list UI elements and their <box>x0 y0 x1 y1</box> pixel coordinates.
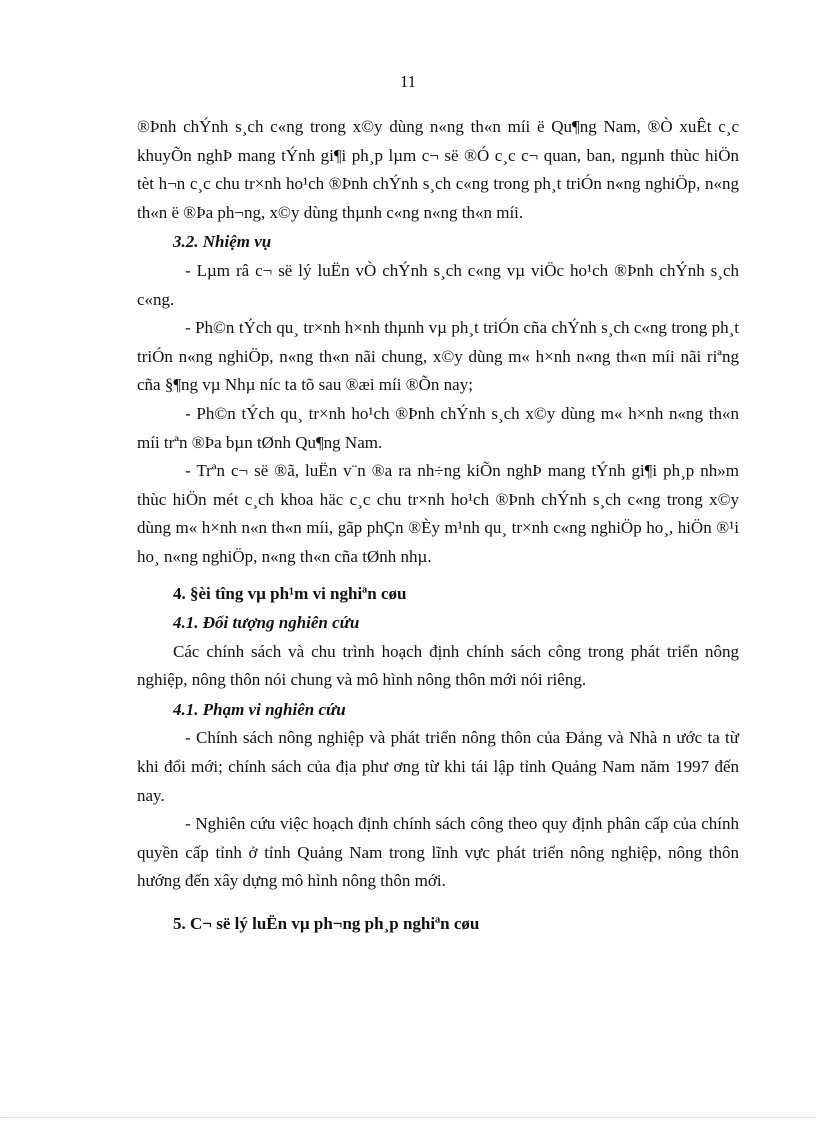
scope-item-1: - Chính sách nông nghiệp và phát triển nông thôn của Đảng và Nhà n ước ta từ khi đổi mới; chính sách của địa phư ơng từ khi tái lập tỉnh Quảng Nam năm 1997 đến nay. <box>137 728 739 805</box>
section-heading-4: 4. §èi tîng vµ ph¹m vi nghiªn cøu <box>173 583 407 603</box>
section-heading-4-1-object: 4.1. Đối tượng nghiên cứu <box>173 613 360 633</box>
section-heading-4-1-scope: 4.1. Phạm vi nghiên cứu <box>173 699 346 719</box>
page-bottom-divider <box>0 1117 816 1118</box>
scope-item-2: - Nghiên cứu việc hoạch định chính sách công theo quy định phân cấp của chính quyền cấp tỉnh ở tỉnh Quảng Nam trong lĩnh vực phát triển nông nghiệp, nông thôn hướng đến xây dựng mô hình nông thôn mới. <box>137 814 739 891</box>
task-item-4: - Trªn c¬ së ®ã, luËn v¨n ®a ra nh÷ng kiÕn nghÞ mang tÝnh gi¶i ph¸p nh»m thùc hiÖn mét c¸ch khoa häc c¸c chu tr×nh ho¹ch ®Þnh chÝnh s¸ch c«ng trong x©y dùng m« h×nh n«n th«n míi, gãp phÇn ®Èy m¹nh qu¸ tr×nh c«ng nghiÖp ho¸, hiÖn ®¹i ho¸ n«ng nghiÖp, n«ng th«n cña tØnh nhµ. <box>137 461 739 566</box>
task-item-3: - Ph©n tÝch qu¸ tr×nh ho¹ch ®Þnh chÝnh s¸ch x©y dùng m« h×nh n«ng th«n míi trªn ®Þa bµn tØnh Qu¶ng Nam. <box>137 403 739 452</box>
page-number: 11 <box>399 72 417 91</box>
section-heading-3-2: 3.2. Nhiệm vụ <box>173 232 272 252</box>
task-item-1: - Lµm râ c¬ së lý luËn vÒ chÝnh s¸ch c«ng vµ viÖc ho¹ch ®Þnh chÝnh s¸ch c«ng. <box>137 260 739 309</box>
task-item-2: - Ph©n tÝch qu¸ tr×nh h×nh thµnh vµ ph¸t triÓn cña chÝnh s¸ch c«ng trong ph¸t triÓn n«ng nghiÖp, n«ng th«n nãi chung, x©y dùng m« h×nh n«ng th«n míi nãi riªng cña §¶ng vµ Nhµ níc ta tõ sau ®æi míi ®Õn nay; <box>137 318 739 395</box>
document-body <box>137 113 739 939</box>
section-heading-5: 5. C¬ së lý luËn vµ ph¬ng ph¸p nghiªn cøu <box>173 914 480 934</box>
object-paragraph: Các chính sách và chu trình hoạch định chính sách công trong phát triển nông nghiệp, nông thôn nói chung và mô hình nông thôn mới nói riêng. <box>137 641 739 690</box>
intro-paragraph: ®Þnh chÝnh s¸ch c«ng trong x©y dùng n«ng th«n míi ë Qu¶ng Nam, ®Ò xuÊt c¸c khuyÕn nghÞ mang tÝnh gi¶i ph¸p lµm c¬ së ®Ó c¸c c¬ quan, ban, ngµnh thùc hiÖn tèt h¬n c¸c chu tr×nh ho¹ch ®Þnh chÝnh s¸ch c«ng trong ph¸t triÓn n«ng nghiÖp, n«ng th«n ë ®Þa ph¬ng, x©y dùng thµnh c«ng n«ng th«n míi. <box>137 117 739 222</box>
